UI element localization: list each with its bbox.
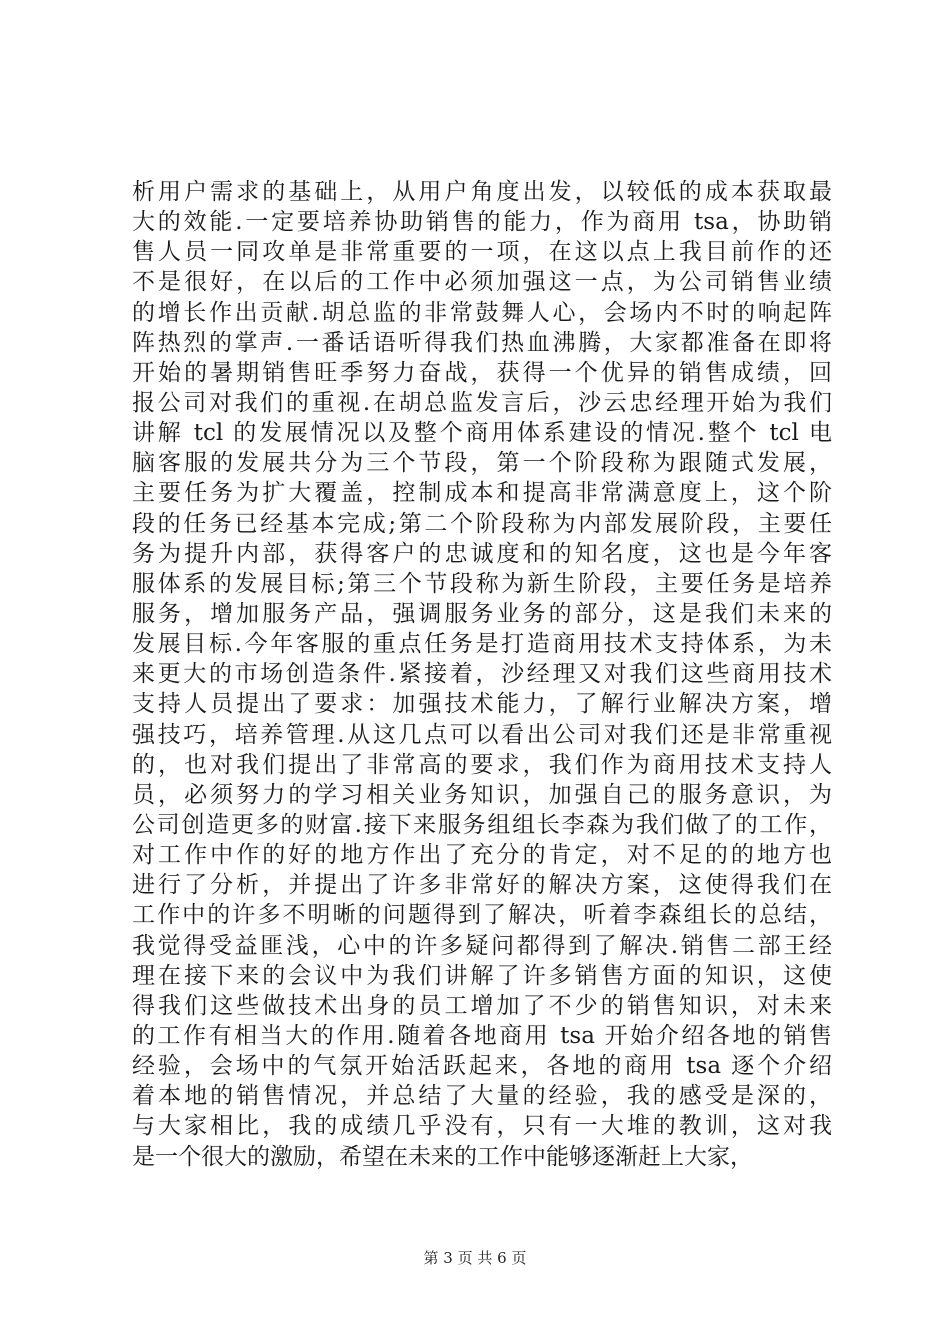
text-line: 的工作有相当大的作用.随着各地商用 tsa 开始介绍各地的销售: [132, 1022, 832, 1049]
text-line: 对工作中作的好的地方作出了充分的肯定，对不足的的地方也: [132, 842, 832, 869]
text-line: 工作中的许多不明晰的问题得到了解决，听着李森组长的总结，: [132, 902, 832, 929]
body-text: [132, 177, 832, 1172]
text-line: 得我们这些做技术出身的员工增加了不少的销售知识，对未来: [132, 992, 832, 1019]
text-line: 主要任务为扩大覆盖，控制成本和提高非常满意度上，这个阶: [132, 480, 832, 507]
text-line: 进行了分析，并提出了许多非常好的解决方案，这使得我们在: [132, 872, 832, 899]
text-line: 脑客服的发展共分为三个节段，第一个阶段称为跟随式发展，: [132, 450, 832, 477]
text-line: 经验，会场中的气氛开始活跃起来，各地的商用 tsa 逐个介绍: [132, 1053, 832, 1080]
text-line: 服务，增加服务产品，强调服务业务的部分，这是我们未来的: [132, 600, 832, 627]
text-line: 讲解 tcl 的发展情况以及整个商用体系建设的情况.整个 tcl 电: [132, 420, 832, 447]
text-line: 开始的暑期销售旺季努力奋战，获得一个优异的销售成绩，回: [132, 359, 832, 386]
text-line: 与大家相比，我的成绩几乎没有，只有一大堆的教训，这对我: [132, 1113, 832, 1140]
text-line: 员，必须努力的学习相关业务知识，加强自己的服务意识，为: [132, 781, 832, 808]
text-line: 的，也对我们提出了非常高的要求，我们作为商用技术支持人: [132, 751, 832, 778]
text-line: 的增长作出贡献.胡总监的非常鼓舞人心，会场内不时的响起阵: [132, 299, 832, 326]
page-footer: 第 3 页 共 6 页: [423, 1249, 527, 1267]
text-line: 服体系的发展目标;第三个节段称为新生阶段，主要任务是培养: [132, 570, 832, 597]
text-line: 是一个很大的激励，希望在未来的工作中能够逐渐赶上大家，: [132, 1143, 753, 1170]
text-line: 着本地的销售情况，并总结了大量的经验，我的感受是深的，: [132, 1083, 832, 1110]
text-line: 阵热烈的掌声.一番话语听得我们热血沸腾，大家都准备在即将: [132, 329, 832, 356]
text-line: 强技巧，培养管理.从这几点可以看出公司对我们还是非常重视: [132, 721, 832, 748]
text-line: 理在接下来的会议中为我们讲解了许多销售方面的知识，这使: [132, 962, 832, 989]
text-line: 大的效能.一定要培养协助销售的能力，作为商用 tsa，协助销: [132, 209, 832, 236]
text-line: 段的任务已经基本完成;第二个阶段称为内部发展阶段，主要任: [132, 510, 832, 537]
text-line: 售人员一同攻单是非常重要的一项，在这以点上我目前作的还: [132, 239, 832, 266]
text-line: 析用户需求的基础上，从用户角度出发，以较低的成本获取最: [132, 179, 832, 205]
text-line: 来更大的市场创造条件.紧接着，沙经理又对我们这些商用技术: [132, 661, 832, 688]
text-line: 务为提升内部，获得客户的忠诚度和的知名度，这也是今年客: [132, 540, 832, 567]
text-line: 不是很好，在以后的工作中必须加强这一点，为公司销售业绩: [132, 269, 832, 296]
text-line: 我觉得受益匪浅，心中的许多疑问都得到了解决.销售二部王经: [132, 932, 832, 959]
text-line: 支持人员提出了要求：加强技术能力，了解行业解决方案，增: [132, 691, 832, 718]
text-line: 发展目标.今年客服的重点任务是打造商用技术支持体系，为未: [132, 631, 832, 658]
text-line: 公司创造更多的财富.接下来服务组组长李森为我们做了的工作，: [132, 811, 832, 838]
text-line: 报公司对我们的重视.在胡总监发言后，沙云忠经理开始为我们: [132, 389, 832, 416]
